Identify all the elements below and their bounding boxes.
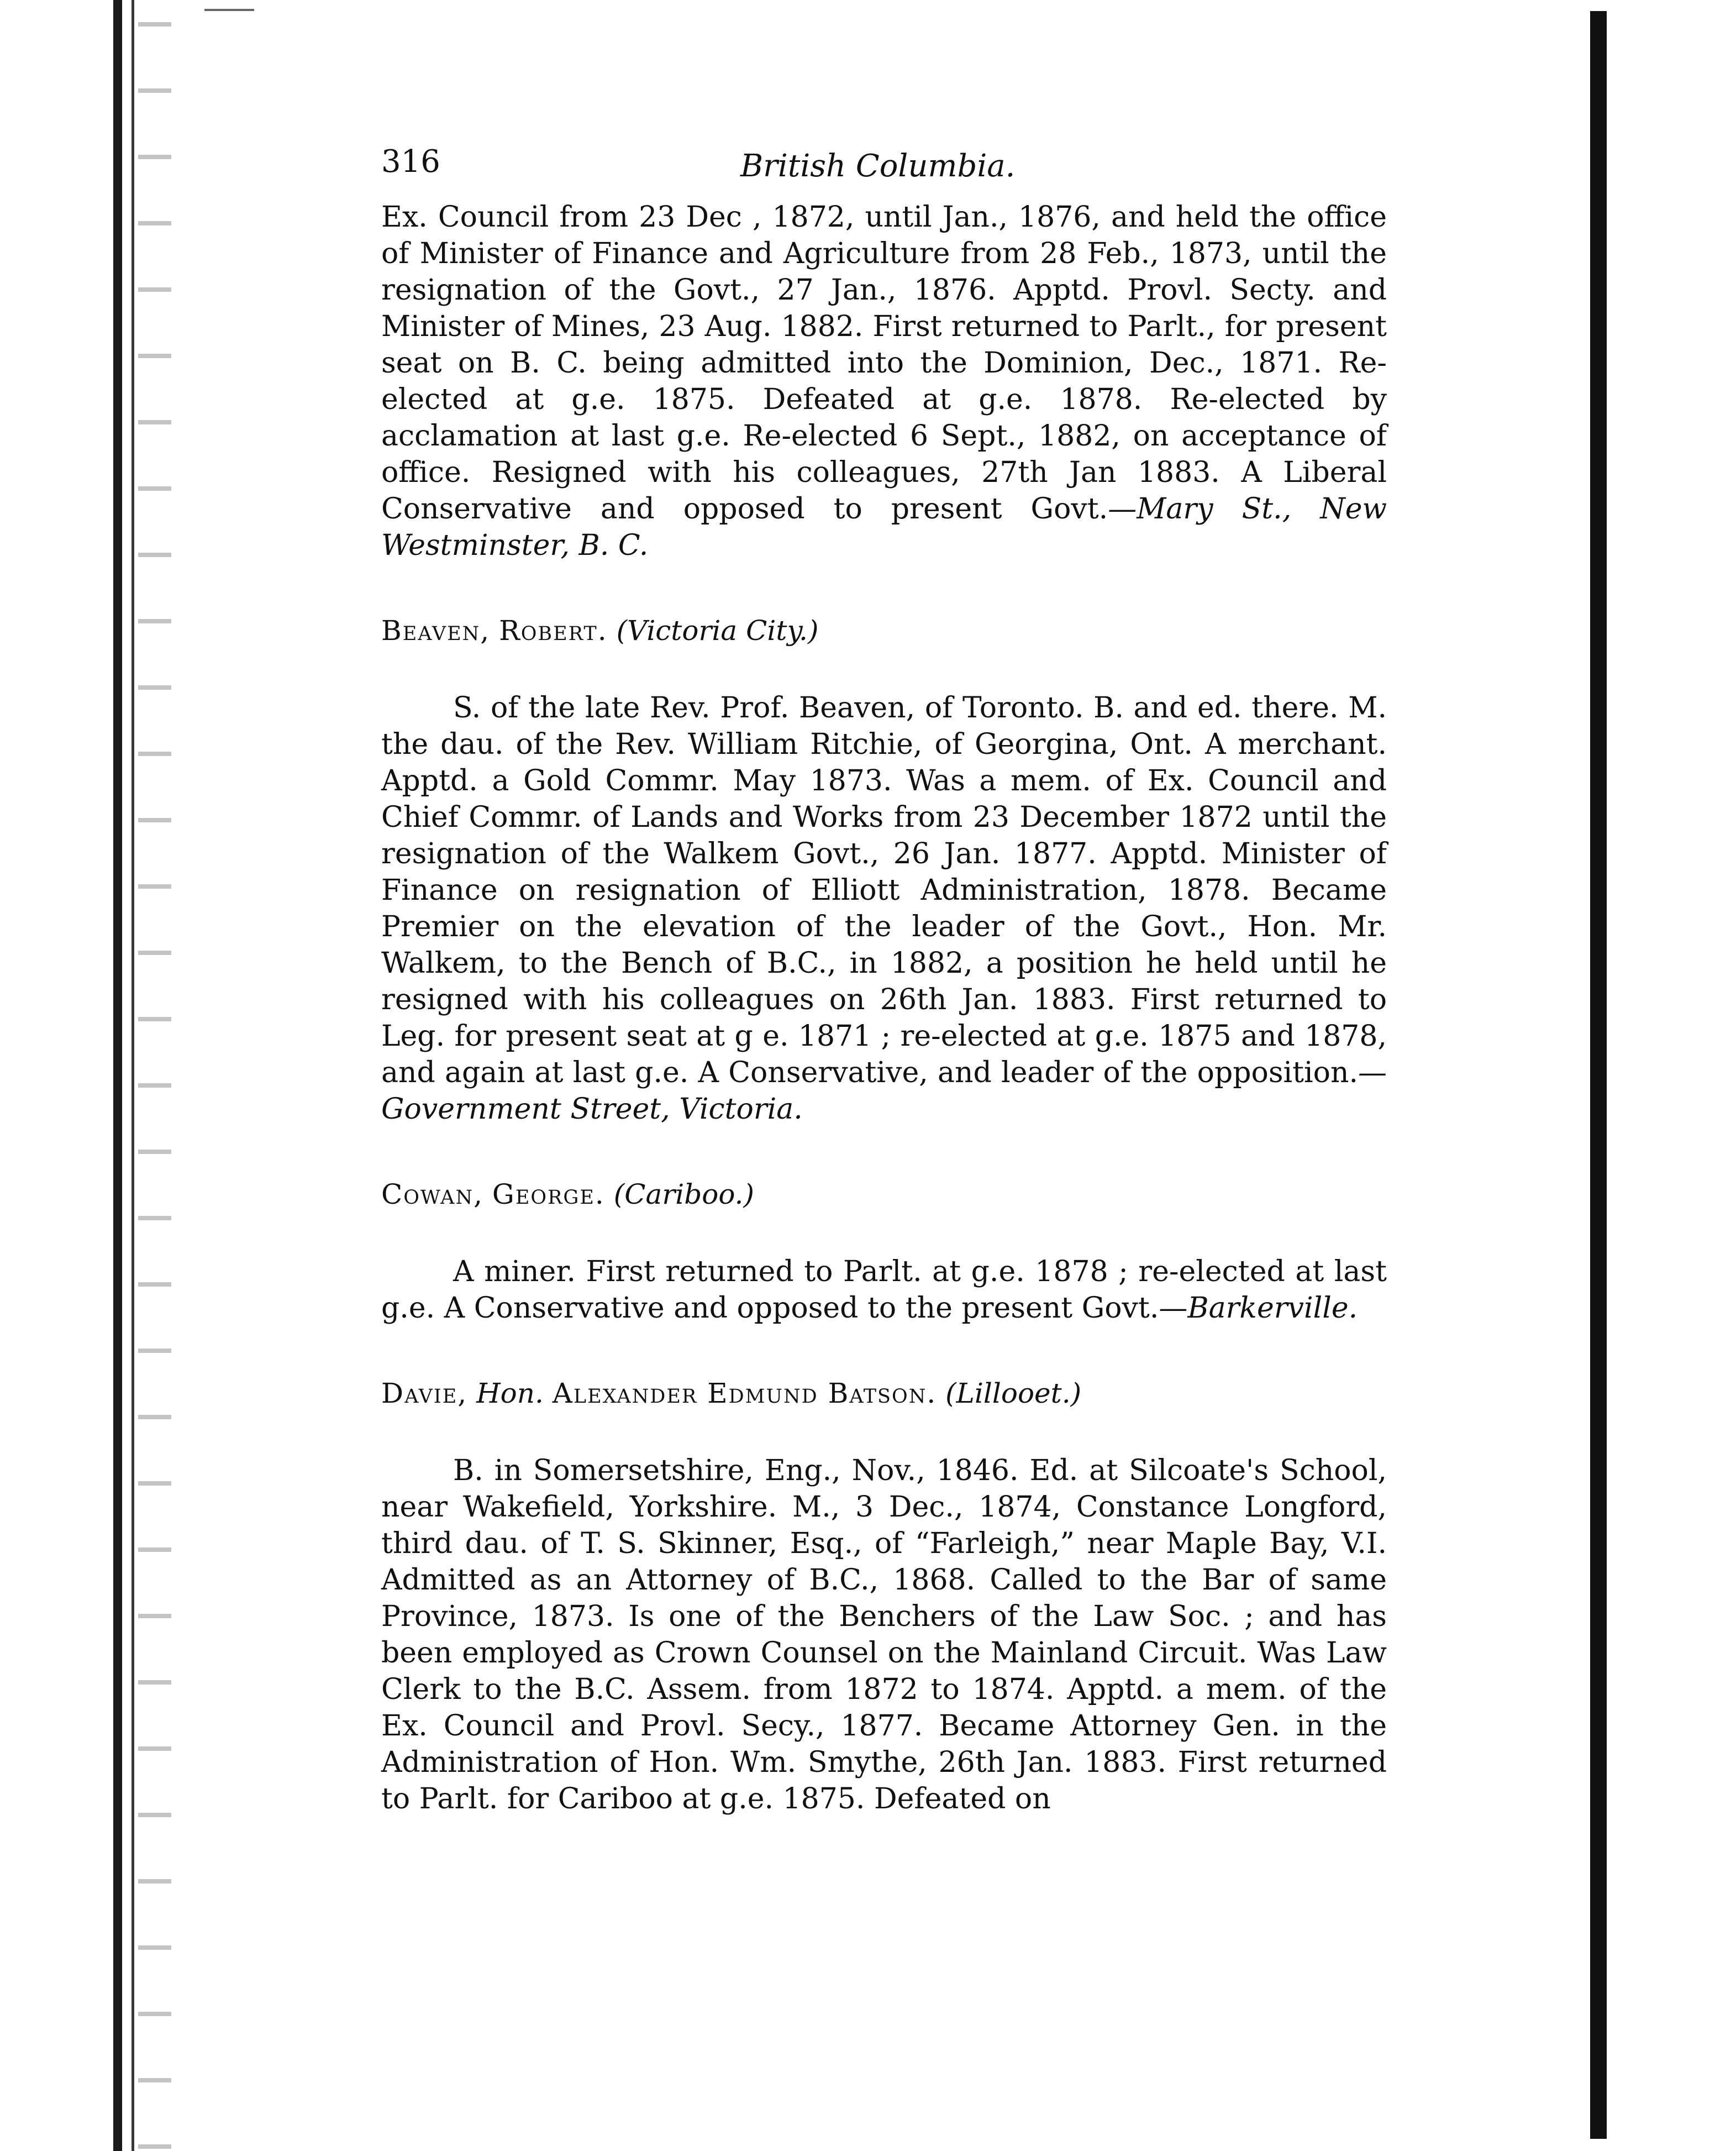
entry-surname: Beaven, [381,615,491,647]
entry-given-name: Robert. [499,615,608,647]
entry-address: —Government Street, Victoria. [381,1056,1387,1126]
entry-body-beaven [381,690,1387,1127]
entry-address: —Barkerville. [1159,1292,1358,1325]
entry-constituency: (Cariboo.) [613,1178,754,1210]
entry-body-text: A miner. First returned to Parlt. at g.e. 1878 ; re-elected at last g.e. A Conservative and opposed to the present Govt. [381,1255,1387,1325]
running-head [381,144,1387,199]
entry-heading-beaven [381,612,1387,649]
running-title: British Columbia. [740,148,1016,184]
text-block [381,144,1387,1817]
entry-body-text: S. of the late Rev. Prof. Beaven, of Toronto. B. and ed. there. M. the dau. of the Rev. William Ritchie, of Georgina, Ont. A merchant. Apptd. a Gold Commr. May 1873. Was a mem. of Ex. Council and Chief Commr. of Lands and Works from 23 December 1872 until the resignation of the Walkem Govt., 26 Jan. 1877. Apptd. Minister of Finance on resignation of Elliott Administration, 1878. Became Premier on the elevation of the leader of the Govt., Hon. Mr. Walkem, to the Bench of B.C., in 1882, a position he held until he resigned with his colleagues on 26th Jan. 1883. First returned to Leg. for present seat at g e. 1871 ; re-elected at g.e. 1875 and 1878, and again at last g.e. A Conservative, and leader of the opposition. [381,691,1387,1089]
entry-constituency: (Lillooet.) [945,1377,1082,1409]
continuation-address: —Mary St., New Westminster, B. C. [381,492,1387,562]
entry-heading-cowan [381,1176,1387,1213]
binding-edge-line [131,0,134,2151]
right-edge-shadow [1590,11,1607,2139]
entry-given-name: George. [492,1178,605,1210]
binding-specks [138,0,171,2151]
continuation-text: Ex. Council from 23 Dec , 1872, until Jan., 1876, and held the office of Minister of Finance and Agriculture from 28 Feb., 1873, until the resignation of the Govt., 27 Jan., 1876. Apptd. Provl. Secty. and Minister of Mines, 23 Aug. 1882. First returned to Parlt., for present seat on B. C. being admitted into the Dominion, Dec., 1871. Re-elected at g.e. 1875. Defeated at g.e. 1878. Re-elected by acclamation at last g.e. Re-elected 6 Sept., 1882, on acceptance of office. Resigned with his colleagues, 27th Jan 1883. A Liberal Conservative and opposed to present Govt. [381,201,1387,526]
scan-mark [204,9,254,11]
binding-edge-shadow [113,0,122,2151]
page-number: 316 [381,144,440,180]
entry-given-name: Alexander Edmund Batson. [552,1377,937,1409]
entry-body-davie [381,1452,1387,1817]
entry-body-text: B. in Somersetshire, Eng., Nov., 1846. Ed. at Silcoate's School, near Wakefield, Yorkshire. M., 3 Dec., 1874, Constance Longford, third dau. of T. S. Skinner, Esq., of “Farleigh,” near Maple Bay, V.I. Admitted as an Attorney of B.C., 1868. Called to the Bar of same Province, 1873. Is one of the Benchers of the Law Soc. ; and has been employed as Crown Counsel on the Mainland Circuit. Was Law Clerk to the B.C. Assem. from 1872 to 1874. Apptd. a mem. of the Ex. Council and Provl. Secy., 1877. Became Attorney Gen. in the Administration of Hon. Wm. Smythe, 26th Jan. 1883. First returned to Parlt. for Cariboo at g.e. 1875. Defeated on [381,1454,1387,1816]
entry-body-cowan [381,1253,1387,1326]
entry-heading-davie [381,1375,1387,1412]
continuation-paragraph [381,199,1387,564]
entry-surname: Cowan, [381,1178,483,1210]
entry-honorific: Hon. [476,1377,544,1409]
entry-surname: Davie, [381,1377,468,1409]
entry-constituency: (Victoria City.) [616,615,819,647]
